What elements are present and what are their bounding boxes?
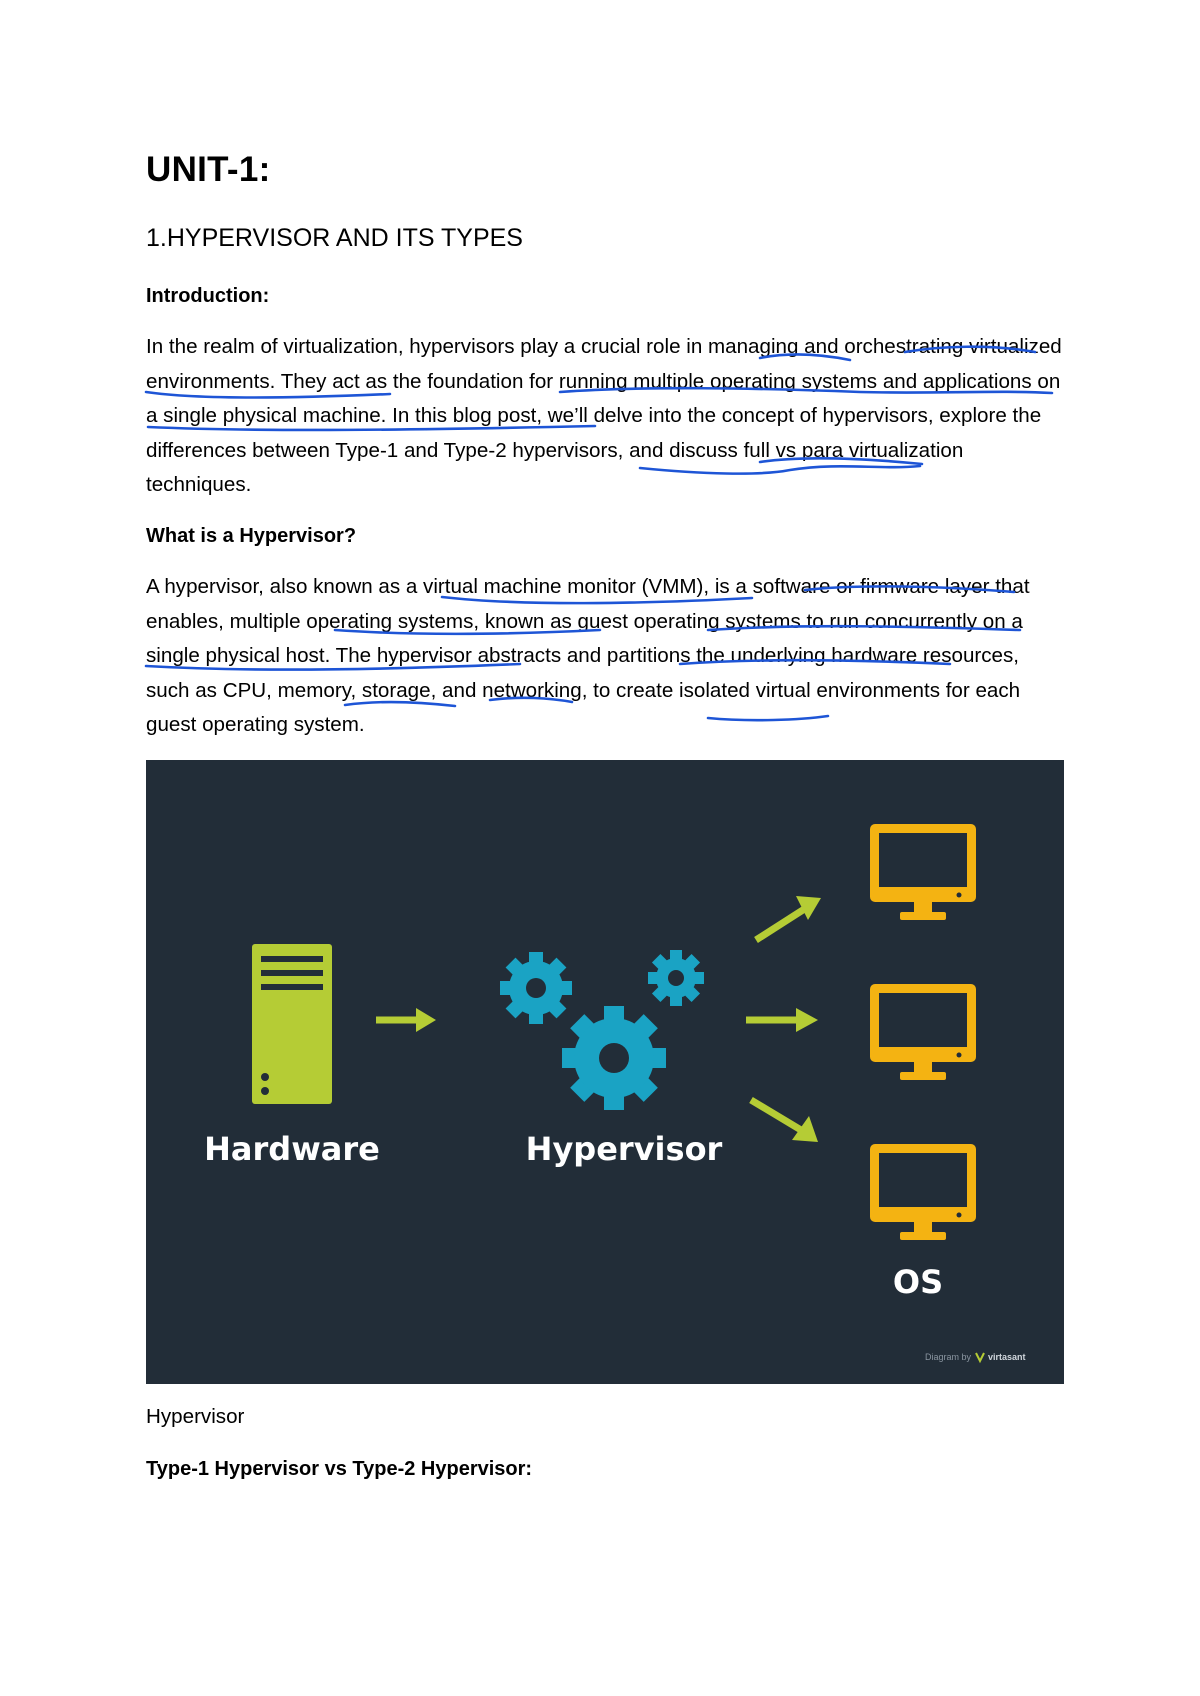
intro-paragraph: In the realm of virtualization, hypervisors play a crucial role in managing and orchestrating virtualized environments. They act as the foundation for running multiple operating systems and applications on a single physical machine. In this blog post, we’ll delve into the concept of hypervisors, explore the differences between Type-1 and Type-2 hypervisors, and discuss full vs para virtualization techniques. (146, 335, 1062, 496)
server-icon (252, 944, 332, 1104)
hypervisor-label: Hypervisor (525, 1130, 723, 1168)
intro-heading: Introduction: (146, 285, 270, 307)
gear-small-right-icon (648, 950, 704, 1006)
what-is-paragraph: A hypervisor, also known as a virtual machine monitor (VMM), is a software or firmware layer that enables, multiple operating systems, known as guest operating systems to run concurrently on a single physical host. The hypervisor abstracts and partitions the underlying hardware resources, such as CPU, memory, storage, and networking, to create isolated virtual environments for each guest operating system. (146, 575, 1030, 736)
unit-heading: UNIT-1: (146, 150, 271, 189)
diagram-credit-brand: virtasant (988, 1352, 1026, 1362)
gear-large-icon (562, 1006, 666, 1110)
arrow-to-os-bottom-icon (751, 1100, 818, 1142)
gear-small-left-icon (500, 952, 572, 1024)
section-heading: 1.HYPERVISOR AND ITS TYPES (146, 224, 523, 252)
what-is-heading: What is a Hypervisor? (146, 525, 357, 547)
os-label: OS (892, 1263, 944, 1301)
arrow-to-os-middle-icon (746, 1008, 818, 1032)
figure-caption: Hypervisor (146, 1405, 245, 1428)
virtasant-logo-icon (976, 1353, 984, 1361)
hypervisor-diagram (146, 760, 1064, 1384)
diagram-credit-text: Diagram by (924, 1352, 971, 1362)
hardware-label: Hardware (204, 1130, 380, 1168)
monitor-middle-icon (870, 984, 976, 1080)
arrow-hardware-to-hypervisor-icon (376, 1008, 436, 1032)
type-comparison-heading: Type-1 Hypervisor vs Type-2 Hypervisor: (146, 1458, 533, 1480)
arrow-to-os-top-icon (756, 896, 821, 940)
monitor-bottom-icon (870, 1144, 976, 1240)
monitor-top-icon (870, 824, 976, 920)
